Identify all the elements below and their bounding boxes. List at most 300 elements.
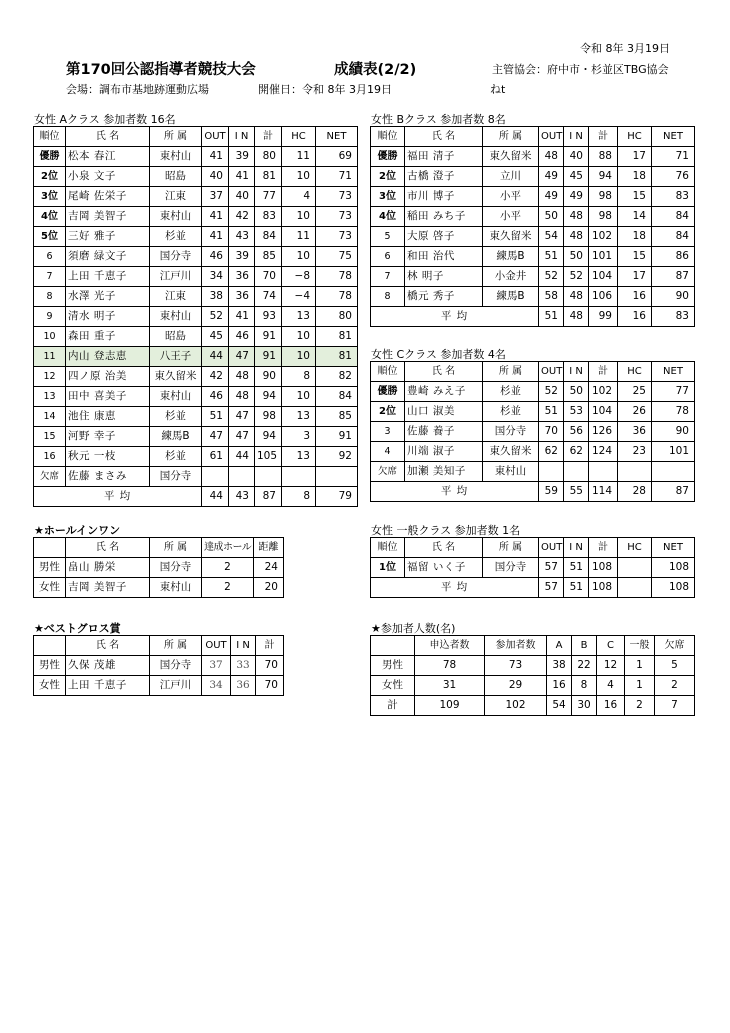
table-row — [34, 367, 358, 387]
table-cell — [618, 462, 652, 482]
table-cell: 69 — [316, 147, 358, 167]
average-row — [371, 307, 695, 327]
table-row — [34, 387, 358, 407]
table-cell: 73 — [485, 656, 547, 676]
table-cell: 杉並 — [150, 407, 202, 427]
table-cell: 所 属 — [483, 127, 539, 147]
table-cell: 江東 — [150, 187, 202, 207]
table-cell: 佐藤 養子 — [405, 422, 483, 442]
table-cell: 10 — [34, 327, 66, 347]
table-cell: 立川 — [483, 167, 539, 187]
table-cell: 34 — [202, 676, 231, 696]
table-cell: 1 — [625, 676, 655, 696]
class-b-table — [370, 126, 695, 327]
table-cell: 1位 — [371, 558, 405, 578]
table-cell — [539, 462, 564, 482]
average-row — [371, 482, 695, 502]
table-cell: 41 — [229, 307, 255, 327]
table-cell: I N — [564, 538, 589, 558]
table-cell: 江戸川 — [150, 267, 202, 287]
table-cell: 森田 重子 — [66, 327, 150, 347]
table-cell: 16 — [618, 307, 652, 327]
table-cell — [229, 467, 255, 487]
table-cell: 83 — [652, 307, 695, 327]
table-cell: 101 — [652, 442, 695, 462]
table-cell: 41 — [202, 147, 229, 167]
table-cell: 8 — [572, 676, 597, 696]
table-cell: 14 — [618, 207, 652, 227]
table-cell: 13 — [282, 447, 316, 467]
table-cell: 53 — [564, 402, 589, 422]
table-cell: 8 — [371, 287, 405, 307]
table-cell: 108 — [652, 578, 695, 598]
table-cell: 15 — [618, 187, 652, 207]
holeinone-heading: ★ホールインワン — [34, 524, 121, 537]
table-cell: 小平 — [483, 187, 539, 207]
table-cell: HC — [282, 127, 316, 147]
table-cell: 78 — [316, 267, 358, 287]
table-cell: 94 — [255, 387, 282, 407]
table-cell: 17 — [618, 267, 652, 287]
table-cell: 10 — [282, 347, 316, 367]
table-cell: 39 — [229, 247, 255, 267]
table-cell: 81 — [316, 327, 358, 347]
table-cell: 40 — [202, 167, 229, 187]
table-row — [371, 462, 695, 482]
table-cell: 国分寺 — [150, 656, 202, 676]
table-cell: 4 — [282, 187, 316, 207]
table-row — [34, 347, 358, 367]
page-title: 第170回公認指導者競技大会 — [66, 62, 256, 78]
table-cell: 和田 治代 — [405, 247, 483, 267]
table-row — [34, 427, 358, 447]
table-cell: 男性 — [34, 656, 66, 676]
table-cell: 79 — [316, 487, 358, 507]
participants-table — [370, 635, 695, 716]
table-cell: 74 — [255, 287, 282, 307]
table-cell: 92 — [316, 447, 358, 467]
table-cell: 10 — [282, 247, 316, 267]
table-cell — [34, 636, 66, 656]
table-cell: 22 — [572, 656, 597, 676]
table-cell: NET — [652, 127, 695, 147]
table-cell: 99 — [589, 307, 618, 327]
class-a-table — [33, 126, 358, 507]
table-cell: 三好 雅子 — [66, 227, 150, 247]
mark-text: ねt — [490, 83, 506, 96]
table-cell — [618, 558, 652, 578]
table-cell: 109 — [415, 696, 485, 716]
table-cell: 126 — [589, 422, 618, 442]
table-cell: 8 — [282, 487, 316, 507]
table-cell: 9 — [34, 307, 66, 327]
table-cell: 申込者数 — [415, 636, 485, 656]
table-cell: 52 — [202, 307, 229, 327]
table-row — [34, 227, 358, 247]
table-cell: 114 — [589, 482, 618, 502]
table-cell: 15 — [618, 247, 652, 267]
table-cell: 73 — [316, 227, 358, 247]
table-cell: 45 — [202, 327, 229, 347]
table-cell: 10 — [282, 207, 316, 227]
table-row — [34, 287, 358, 307]
table-cell: 102 — [485, 696, 547, 716]
table-cell: 25 — [618, 382, 652, 402]
table-cell: HC — [618, 127, 652, 147]
table-cell: 80 — [316, 307, 358, 327]
table-cell: 87 — [652, 482, 695, 502]
table-cell: 31 — [415, 676, 485, 696]
table-cell: 氏 名 — [66, 127, 150, 147]
table-cell: 40 — [564, 147, 589, 167]
table-cell: 杉並 — [483, 402, 539, 422]
table-cell: 98 — [589, 187, 618, 207]
table-cell: 57 — [539, 558, 564, 578]
table-cell: 84 — [316, 387, 358, 407]
table-cell: 50 — [539, 207, 564, 227]
table-cell: 8 — [282, 367, 316, 387]
average-row — [371, 578, 695, 598]
table-cell: 尾崎 佐栄子 — [66, 187, 150, 207]
bestgross-table — [33, 635, 284, 696]
table-cell: 37 — [202, 656, 231, 676]
table-cell: 練馬B — [150, 427, 202, 447]
table-cell: 小泉 文子 — [66, 167, 150, 187]
table-cell: 94 — [589, 167, 618, 187]
table-cell — [202, 467, 229, 487]
table-cell: 44 — [229, 447, 255, 467]
table-cell: 欠席 — [655, 636, 695, 656]
table-cell: 51 — [539, 307, 564, 327]
table-cell: 順位 — [371, 127, 405, 147]
general-class-heading: 女性 一般クラス 参加者数 1名 — [371, 524, 521, 537]
table-cell: 3 — [282, 427, 316, 447]
table-cell: 吉岡 美智子 — [66, 207, 150, 227]
table-cell: 6 — [371, 247, 405, 267]
table-cell: 15 — [34, 427, 66, 447]
table-cell: 16 — [618, 287, 652, 307]
table-cell — [564, 462, 589, 482]
table-cell: 73 — [316, 207, 358, 227]
held-date: 開催日：令和 8年 3月19日 — [258, 83, 392, 96]
table-cell: 49 — [539, 167, 564, 187]
table-cell: 62 — [564, 442, 589, 462]
table-header-row — [34, 636, 284, 656]
table-row — [371, 382, 695, 402]
table-cell: 東久留米 — [483, 147, 539, 167]
table-cell: 東村山 — [483, 462, 539, 482]
table-cell: 2位 — [34, 167, 66, 187]
table-cell: 11 — [282, 147, 316, 167]
table-row — [34, 407, 358, 427]
participants-heading: ★参加者人数(名) — [371, 622, 456, 635]
table-cell: 86 — [652, 247, 695, 267]
table-cell: 順位 — [371, 538, 405, 558]
table-cell: 順位 — [34, 127, 66, 147]
table-cell: 88 — [589, 147, 618, 167]
table-cell: 46 — [202, 247, 229, 267]
table-cell: 38 — [202, 287, 229, 307]
table-cell: 所 属 — [150, 636, 202, 656]
table-cell: OUT — [539, 362, 564, 382]
table-cell: 78 — [415, 656, 485, 676]
table-cell: 稲田 みち子 — [405, 207, 483, 227]
table-row — [371, 696, 695, 716]
table-row — [34, 147, 358, 167]
table-cell: 91 — [255, 347, 282, 367]
table-cell: 42 — [229, 207, 255, 227]
table-cell: 76 — [652, 167, 695, 187]
table-cell: 108 — [652, 558, 695, 578]
table-cell: 4位 — [34, 207, 66, 227]
table-cell: 47 — [229, 427, 255, 447]
table-cell: 18 — [618, 167, 652, 187]
table-cell: 57 — [539, 578, 564, 598]
table-cell — [371, 636, 415, 656]
table-cell: 51 — [539, 247, 564, 267]
table-cell: I N — [564, 127, 589, 147]
table-cell: 51 — [564, 578, 589, 598]
table-cell: OUT — [539, 538, 564, 558]
table-cell: 平 均 — [371, 482, 539, 502]
table-row — [34, 676, 284, 696]
table-cell: 山口 淑美 — [405, 402, 483, 422]
table-cell: 東村山 — [150, 207, 202, 227]
table-cell: 47 — [202, 427, 229, 447]
table-cell: 池住 康恵 — [66, 407, 150, 427]
table-cell: 43 — [229, 487, 255, 507]
table-cell: 54 — [547, 696, 572, 716]
table-cell: 16 — [547, 676, 572, 696]
table-cell: 12 — [597, 656, 625, 676]
table-cell: 女性 — [34, 676, 66, 696]
table-cell: 水澤 光子 — [66, 287, 150, 307]
table-row — [371, 402, 695, 422]
table-cell: 23 — [618, 442, 652, 462]
table-cell: 13 — [282, 307, 316, 327]
table-cell: 104 — [589, 402, 618, 422]
table-cell: 2 — [655, 676, 695, 696]
table-cell: 2位 — [371, 167, 405, 187]
table-cell: 36 — [229, 287, 255, 307]
table-cell: 欠席 — [34, 467, 66, 487]
table-cell: 東村山 — [150, 147, 202, 167]
table-cell: 所 属 — [150, 538, 202, 558]
table-cell: NET — [316, 127, 358, 147]
table-cell: 一般 — [625, 636, 655, 656]
table-cell: 7 — [34, 267, 66, 287]
class-a-heading: 女性 Aクラス 参加者数 16名 — [34, 113, 176, 126]
table-cell: 16 — [34, 447, 66, 467]
table-cell: 43 — [229, 227, 255, 247]
table-cell: 34 — [202, 267, 229, 287]
table-cell: 81 — [255, 167, 282, 187]
table-cell: 計 — [255, 127, 282, 147]
table-cell: 49 — [539, 187, 564, 207]
table-cell: 氏 名 — [66, 538, 150, 558]
average-row — [34, 487, 358, 507]
table-cell: 42 — [202, 367, 229, 387]
table-cell: 17 — [618, 147, 652, 167]
table-cell: 杉並 — [150, 227, 202, 247]
table-cell: 48 — [564, 307, 589, 327]
table-cell: 須磨 緑文子 — [66, 247, 150, 267]
table-cell: 40 — [229, 187, 255, 207]
table-cell: 2 — [202, 558, 254, 578]
table-cell: 10 — [282, 387, 316, 407]
table-cell: 計 — [256, 636, 284, 656]
table-cell: 4 — [597, 676, 625, 696]
table-cell: 62 — [539, 442, 564, 462]
table-cell: 37 — [202, 187, 229, 207]
table-cell: 3位 — [371, 187, 405, 207]
table-cell: 46 — [229, 327, 255, 347]
table-row — [371, 187, 695, 207]
table-cell: 77 — [255, 187, 282, 207]
table-cell: OUT — [539, 127, 564, 147]
table-cell: 55 — [564, 482, 589, 502]
table-row — [371, 656, 695, 676]
table-row — [34, 247, 358, 267]
table-cell: 東久留米 — [483, 227, 539, 247]
table-cell: 48 — [564, 287, 589, 307]
table-cell: 国分寺 — [483, 558, 539, 578]
table-cell: 44 — [202, 487, 229, 507]
table-cell: 加瀬 美知子 — [405, 462, 483, 482]
table-cell: 東久留米 — [150, 367, 202, 387]
table-header-row — [34, 127, 358, 147]
table-cell: 2位 — [371, 402, 405, 422]
table-header-row — [371, 127, 695, 147]
table-cell: 56 — [564, 422, 589, 442]
table-cell: 1 — [625, 656, 655, 676]
table-cell: 氏 名 — [66, 636, 150, 656]
class-c-table — [370, 361, 695, 502]
table-cell: 102 — [589, 227, 618, 247]
table-row — [34, 307, 358, 327]
sheet-title: 成績表(2/2) — [334, 62, 417, 78]
table-cell: 48 — [229, 367, 255, 387]
table-cell: 20 — [254, 578, 284, 598]
table-cell: 70 — [539, 422, 564, 442]
table-cell: 林 明子 — [405, 267, 483, 287]
table-cell: 30 — [572, 696, 597, 716]
table-cell: 71 — [652, 147, 695, 167]
table-cell: 33 — [231, 656, 256, 676]
table-cell: 71 — [316, 167, 358, 187]
table-cell: 47 — [229, 407, 255, 427]
table-cell: 85 — [255, 247, 282, 267]
table-cell: A — [547, 636, 572, 656]
table-cell: 83 — [652, 187, 695, 207]
table-cell: −4 — [282, 287, 316, 307]
table-cell: 124 — [589, 442, 618, 462]
table-cell: 41 — [202, 207, 229, 227]
table-cell: 82 — [316, 367, 358, 387]
table-cell: 61 — [202, 447, 229, 467]
table-cell: 50 — [564, 382, 589, 402]
table-cell: 田中 喜美子 — [66, 387, 150, 407]
table-cell: 豊崎 みえ子 — [405, 382, 483, 402]
table-cell: 90 — [652, 422, 695, 442]
table-cell: 達成ホール — [202, 538, 254, 558]
table-cell: 54 — [539, 227, 564, 247]
class-b-heading: 女性 Bクラス 参加者数 8名 — [371, 113, 506, 126]
table-cell: 47 — [229, 347, 255, 367]
table-cell: 橋元 秀子 — [405, 287, 483, 307]
table-cell: I N — [564, 362, 589, 382]
table-cell — [255, 467, 282, 487]
table-cell: 24 — [254, 558, 284, 578]
table-cell: 優勝 — [34, 147, 66, 167]
table-cell: 古橋 澄子 — [405, 167, 483, 187]
table-cell: 78 — [316, 287, 358, 307]
table-cell: 平 均 — [34, 487, 202, 507]
table-cell: 84 — [255, 227, 282, 247]
table-row — [34, 656, 284, 676]
table-cell: 70 — [255, 267, 282, 287]
table-cell: 41 — [229, 167, 255, 187]
table-row — [371, 676, 695, 696]
table-cell: 佐藤 まさみ — [66, 467, 150, 487]
table-cell: 87 — [652, 267, 695, 287]
table-cell: 杉並 — [150, 447, 202, 467]
table-cell: 国分寺 — [150, 467, 202, 487]
table-cell: 26 — [618, 402, 652, 422]
table-cell: HC — [618, 362, 652, 382]
table-cell: 吉岡 美智子 — [66, 578, 150, 598]
table-cell: 東村山 — [150, 578, 202, 598]
table-row — [371, 442, 695, 462]
table-cell: 畠山 勝栄 — [66, 558, 150, 578]
document-date: 令和 8年 3月19日 — [580, 42, 670, 55]
table-cell: 52 — [564, 267, 589, 287]
table-cell: 順位 — [371, 362, 405, 382]
venue: 会場：調布市基地跡運動広場 — [66, 83, 209, 96]
table-row — [371, 422, 695, 442]
table-cell: 105 — [255, 447, 282, 467]
table-cell: 練馬B — [483, 247, 539, 267]
table-cell — [618, 578, 652, 598]
table-row — [34, 207, 358, 227]
table-cell: 29 — [485, 676, 547, 696]
table-cell: 108 — [589, 578, 618, 598]
table-cell: 平 均 — [371, 307, 539, 327]
table-cell: 欠席 — [371, 462, 405, 482]
table-header-row — [371, 538, 695, 558]
table-cell: 女性 — [34, 578, 66, 598]
table-cell: 男性 — [34, 558, 66, 578]
table-cell: HC — [618, 538, 652, 558]
table-cell: 91 — [316, 427, 358, 447]
table-cell: 81 — [316, 347, 358, 367]
table-cell: 101 — [589, 247, 618, 267]
table-row — [34, 447, 358, 467]
table-cell: 4位 — [371, 207, 405, 227]
table-cell: OUT — [202, 636, 231, 656]
table-cell: 28 — [618, 482, 652, 502]
table-cell: 清水 明子 — [66, 307, 150, 327]
table-cell: 氏 名 — [405, 127, 483, 147]
table-cell: 優勝 — [371, 147, 405, 167]
table-cell: 国分寺 — [150, 558, 202, 578]
table-cell: 16 — [597, 696, 625, 716]
table-cell: 小平 — [483, 207, 539, 227]
table-row — [371, 207, 695, 227]
table-cell: 参加者数 — [485, 636, 547, 656]
table-cell — [316, 467, 358, 487]
table-cell: 11 — [282, 227, 316, 247]
